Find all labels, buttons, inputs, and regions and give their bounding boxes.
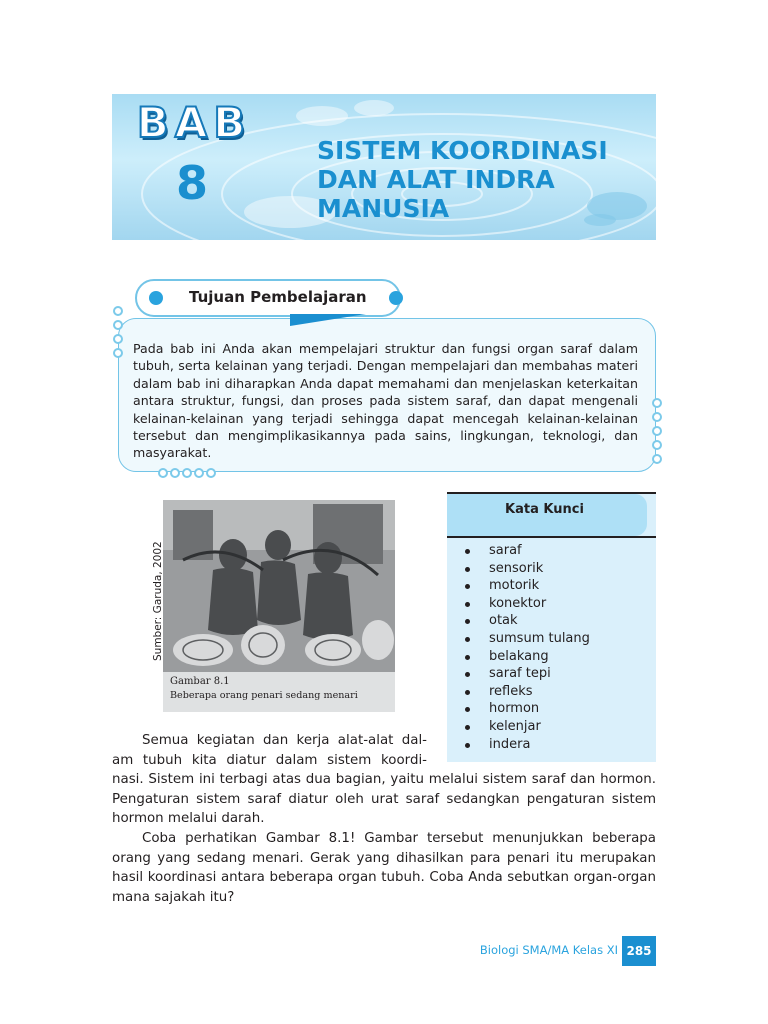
keyword-item: motorik	[463, 577, 590, 595]
body-paragraph-1: nasi. Sistem ini terbagi atas dua bagian, yaitu melalui sistem saraf dan hormon. Pengaturan sistem saraf diatur oleh urat saraf sedangkan pengaturan sistem hormon melalui darah.	[112, 772, 656, 827]
bead-icon	[170, 468, 180, 478]
body-paragraph-line: am tubuh kita diatur dalam sistem koordi-	[112, 753, 427, 768]
chapter-title-line: SISTEM KOORDINASI	[317, 136, 608, 165]
bead-icon	[652, 398, 662, 408]
keyword-item: kelenjar	[463, 718, 590, 736]
bead-icon	[158, 468, 168, 478]
bead-icon	[652, 440, 662, 450]
figure-source: Sumber: Garuda, 2002	[152, 541, 164, 661]
book-title: Biologi SMA/MA Kelas XI	[479, 943, 618, 957]
bead-icon	[113, 320, 123, 330]
keyword-title: Kata Kunci	[505, 502, 584, 517]
chapter-banner	[112, 94, 656, 240]
divider	[447, 536, 656, 538]
bead-icon	[113, 348, 123, 358]
bead-icon	[113, 334, 123, 344]
chapter-title-line: DAN ALAT INDRA	[317, 165, 555, 194]
keyword-item: otak	[463, 612, 590, 630]
figure-caption: Beberapa orang penari sedang menari	[170, 690, 358, 701]
bead-icon	[652, 426, 662, 436]
bead-icon	[652, 454, 662, 464]
keyword-item: hormon	[463, 700, 590, 718]
keyword-item: belakang	[463, 648, 590, 666]
chapter-label: BAB	[136, 98, 252, 147]
bullet-dot-icon	[389, 291, 403, 305]
chapter-title-line: MANUSIA	[317, 194, 450, 223]
objectives-header	[135, 279, 401, 317]
keyword-item: sumsum tulang	[463, 630, 590, 648]
keyword-item: konektor	[463, 595, 590, 613]
keyword-list	[463, 542, 590, 753]
keyword-item: refleks	[463, 683, 590, 701]
keyword-item: saraf tepi	[463, 665, 590, 683]
objectives-heading: Tujuan Pembelajaran	[189, 288, 367, 306]
bead-icon	[113, 306, 123, 316]
body-paragraph-2: Coba perhatikan Gambar 8.1! Gambar tersebut menunjukkan beberapa orang yang sedang menari. Gerak yang dihasilkan para penari itu merupakan hasil koordinasi antara beberapa organ tubuh. Coba Anda sebutkan organ-organ mana sajakah itu?	[112, 831, 656, 905]
objectives-text: Pada bab ini Anda akan mempelajari struktur dan fungsi organ saraf dalam tubuh, serta kelainan yang terjadi. Dengan mempelajari dan membahas materi dalam bab ini diharapkan Anda dapat memahami dan menjelaskan keterkaitan antara struktur, fungsi, dan proses pada sistem saraf, dan dapat mengenali kelainan-kelainan yang terjadi sehingga dapat mencegah kelainan-kelainan tersebut dan mengimplikasikannya pada sains, lingkungan, teknologi, dan masyarakat.	[133, 341, 638, 461]
keyword-item: saraf	[463, 542, 590, 560]
page-number: 285	[622, 936, 656, 966]
arrow-pointer-icon	[290, 314, 366, 328]
bead-icon	[194, 468, 204, 478]
bead-icon	[182, 468, 192, 478]
figure-number: Gambar 8.1	[170, 676, 230, 687]
bullet-dot-icon	[149, 291, 163, 305]
bead-icon	[206, 468, 216, 478]
chapter-number: 8	[175, 156, 208, 210]
keyword-item: sensorik	[463, 560, 590, 578]
chapter-title	[317, 136, 647, 223]
keyword-item: indera	[463, 736, 590, 754]
body-paragraph-line: Semua kegiatan dan kerja alat-alat dal-	[142, 733, 427, 748]
dancers-photo	[163, 500, 395, 672]
bead-icon	[652, 412, 662, 422]
